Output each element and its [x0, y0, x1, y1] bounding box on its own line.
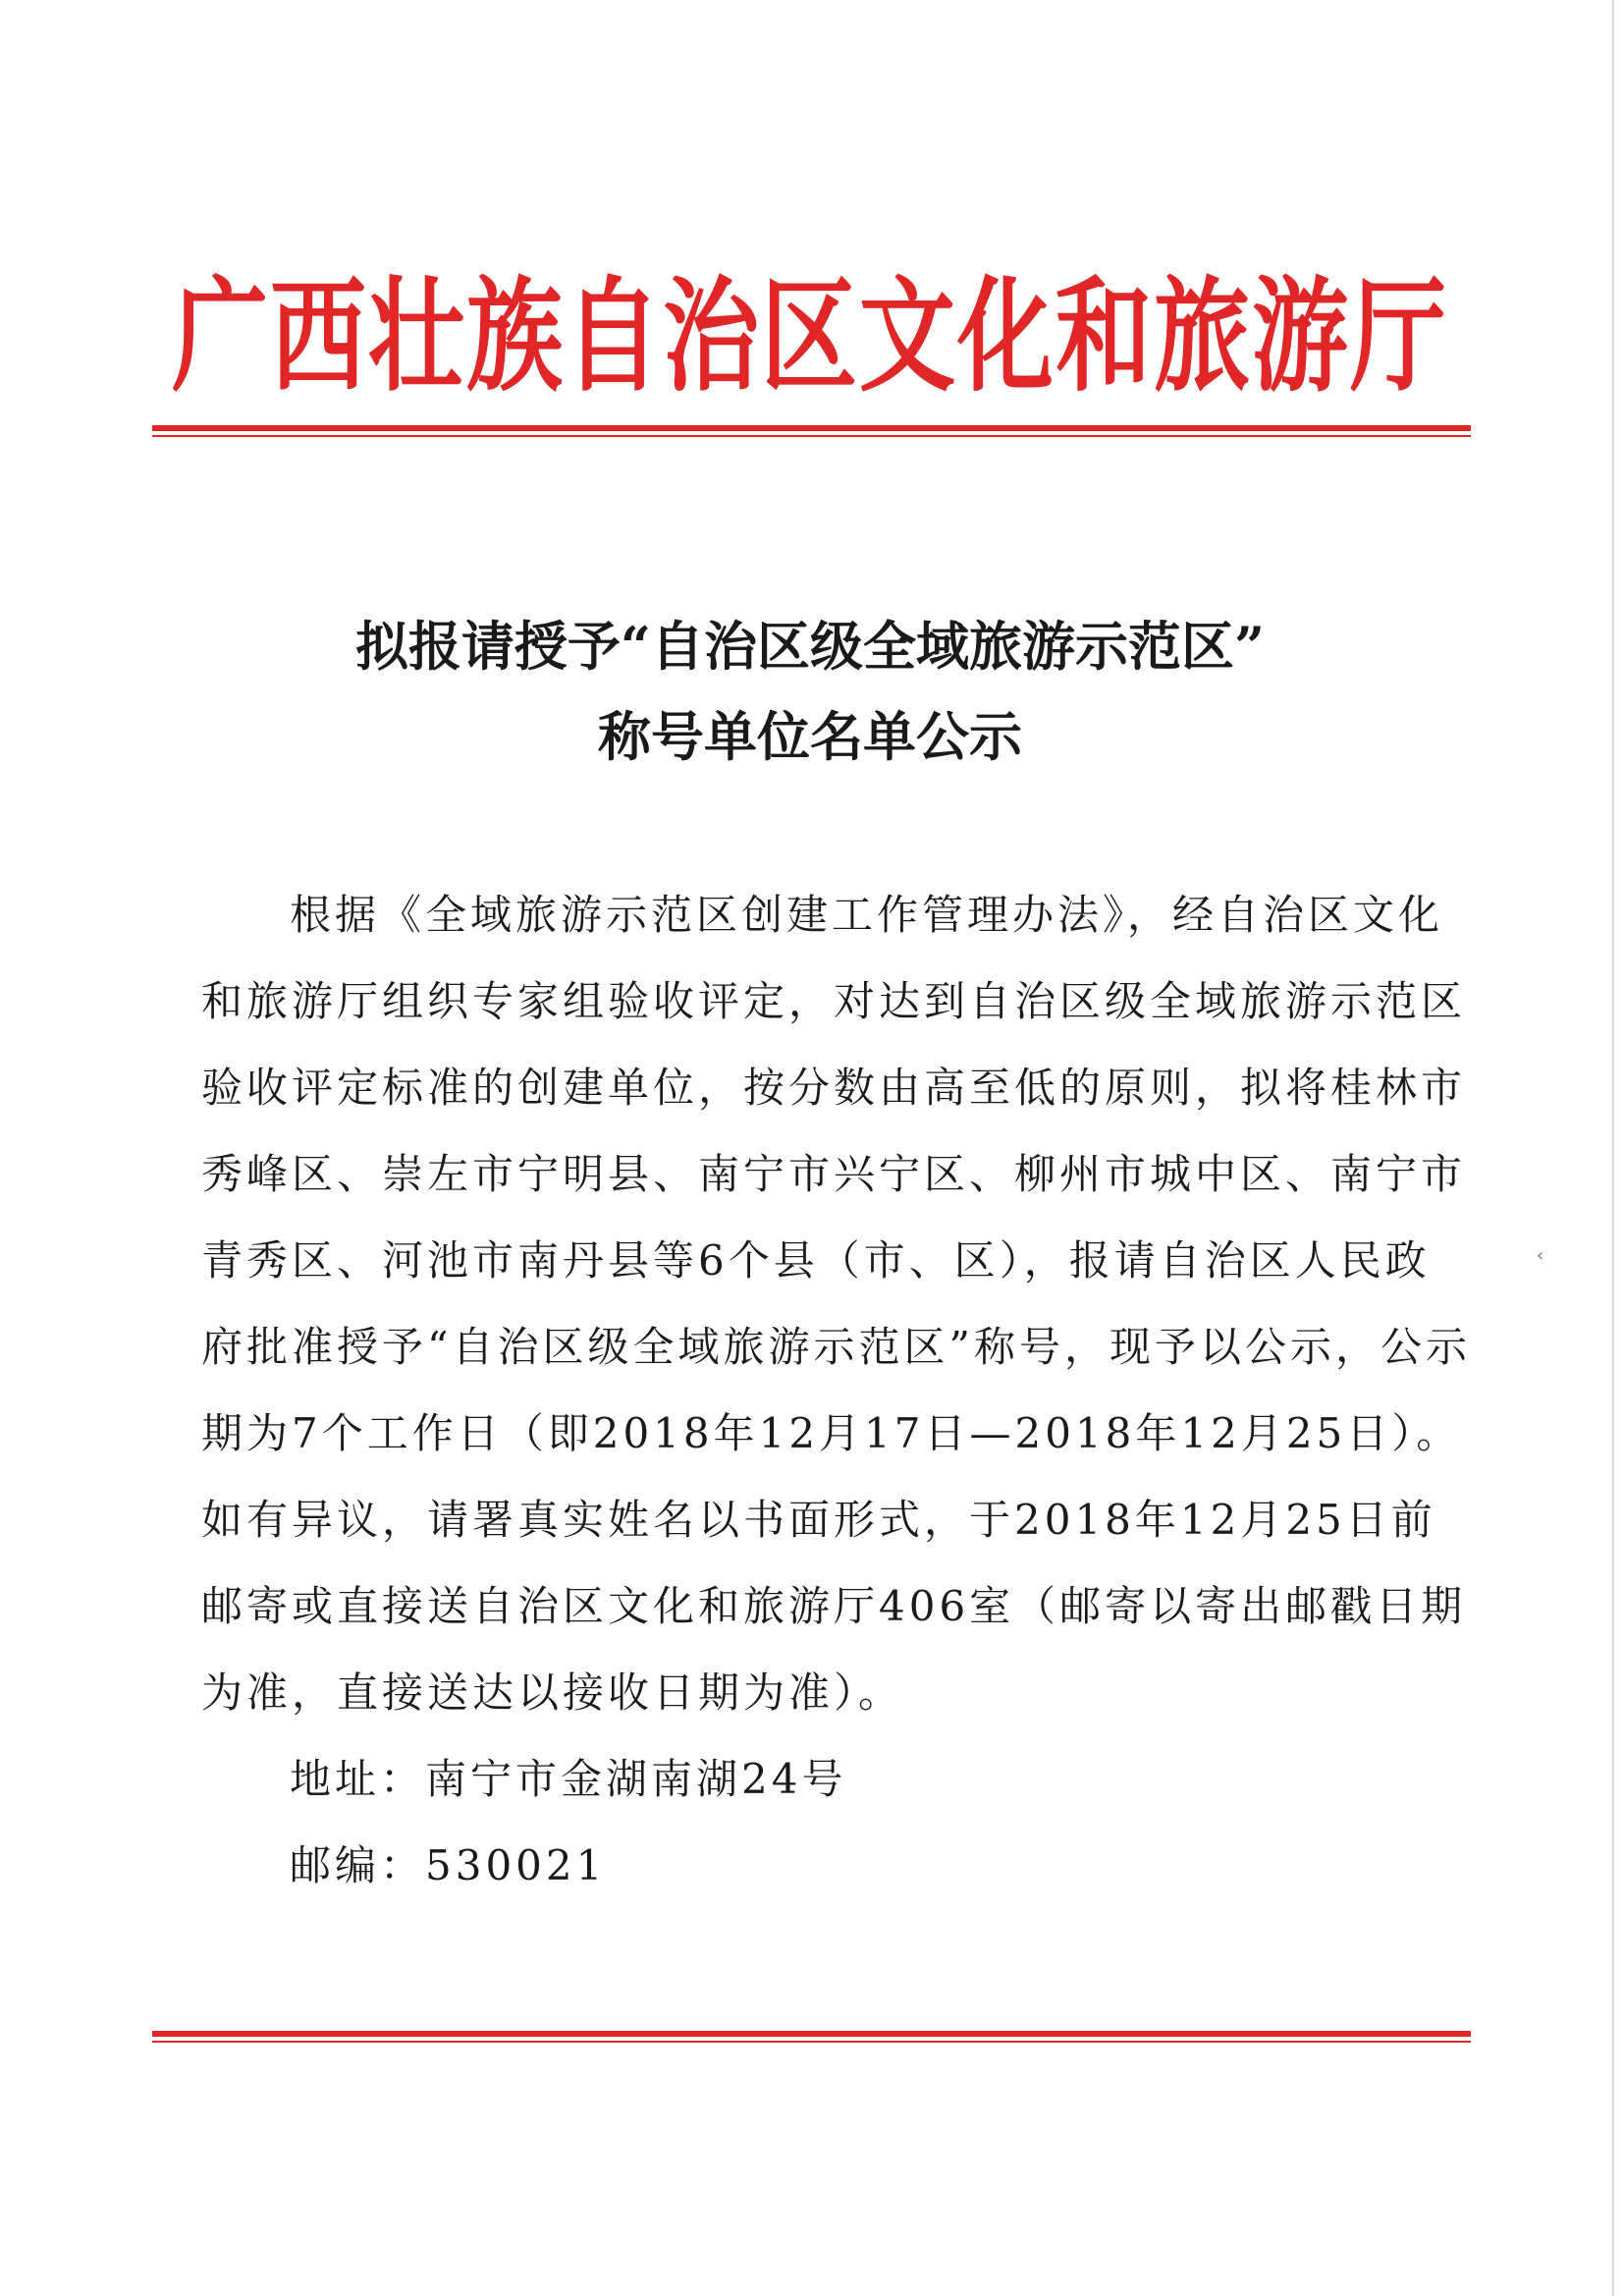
header-rule-thick [152, 425, 1471, 431]
paragraph-line: 为准，直接送达以接收日期为准）。 [201, 1668, 904, 1717]
header-rule-thin [152, 435, 1471, 437]
footer-rule-thick [152, 2031, 1471, 2037]
title-line-1: 拟报请授予“自治区级全域旅游示范区” [354, 615, 1266, 678]
paragraph-line: 和旅游厅组织专家组验收评定，对达到自治区级全域旅游示范区 [201, 977, 1467, 1025]
paragraph-line: 府批准授予“自治区级全域旅游示范区”称号，现予以公示，公示 [201, 1323, 1471, 1371]
issuing-organization-name: 广西壮族自治区文化和旅游厅 [171, 264, 1448, 410]
footer-rule-thin [152, 2041, 1471, 2043]
document-body [201, 872, 1471, 1909]
header-red-rule [152, 425, 1471, 437]
footer-red-rule [152, 2031, 1471, 2043]
title-line-2: 称号单位名单公示 [598, 705, 1022, 768]
paragraph-line: 如有异议，请署真实姓名以书面形式，于2018年12月25日前 [201, 1496, 1436, 1544]
scan-edge-line [1612, 0, 1614, 2296]
postcode-line: 邮编：530021 [290, 1841, 607, 1889]
address-line: 地址：南宁市金湖南湖24号 [290, 1755, 847, 1803]
document-header [157, 263, 1463, 420]
paragraph-line: 邮寄或直接送自治区文化和旅游厅406室（邮寄以寄出邮戳日期 [201, 1582, 1467, 1630]
paragraph-line: 验收评定标准的创建单位，按分数由高至低的原则，拟将桂林市 [201, 1064, 1467, 1112]
paragraph-line: 根据《全域旅游示范区创建工作管理办法》，经自治区文化 [290, 891, 1444, 939]
document-title [147, 601, 1473, 782]
paragraph-line: 秀峰区、崇左市宁明县、南宁市兴宁区、柳州市城中区、南宁市 [201, 1150, 1467, 1198]
scan-artifact-mark: ‹ [1537, 1245, 1544, 1266]
paragraph-line: 青秀区、河池市南丹县等6个县（市、区），报请自治区人民政 [201, 1236, 1431, 1285]
paragraph-line: 期为7个工作日（即2018年12月17日—2018年12月25日）。 [201, 1409, 1462, 1457]
